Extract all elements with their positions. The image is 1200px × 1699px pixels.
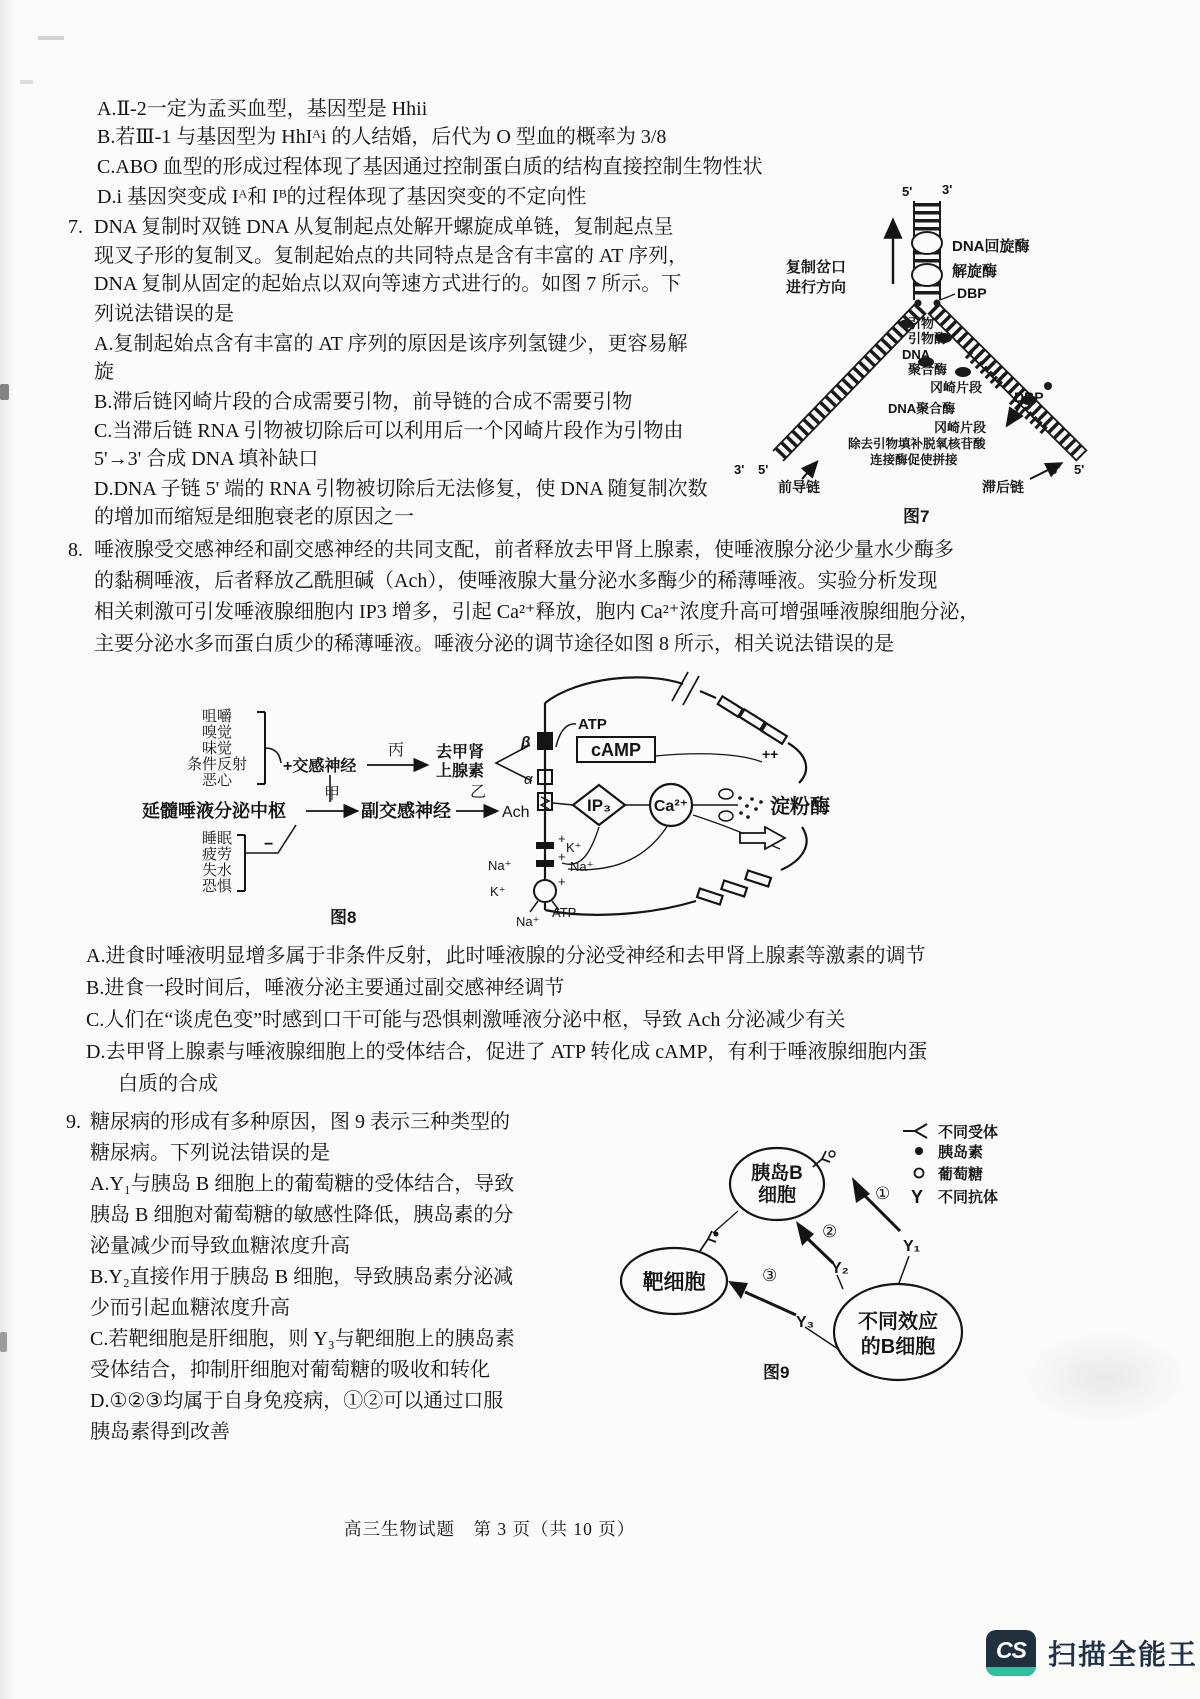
scan-edge-mark	[20, 80, 33, 84]
question-8-line: 的黏稠唾液，后者释放乙酰胆碱（Ach），使唾液腺大量分泌水多酶少的稀薄唾液。实验分析发现	[94, 570, 938, 592]
question-9-line: 胰岛 B 细胞对葡萄糖的敏感性降低，胰岛素的分	[90, 1204, 514, 1226]
strand-end-label: 3'	[1050, 462, 1061, 477]
figure-9-caption: 图9	[763, 1363, 790, 1382]
legend	[903, 1123, 998, 1207]
inhibition-sign: −	[264, 836, 274, 853]
question-7-line: DNA 复制时双链 DNA 从复制起点处解开螺旋成单链，复制起点呈	[94, 216, 674, 238]
fork-direction-label: 复制岔口	[786, 259, 847, 276]
question-7-line: 的增加而缩短是细胞衰老的原因之一	[94, 506, 414, 528]
option-line: B.进食一段时间后，唾液分泌主要通过副交感神经调节	[86, 977, 565, 999]
question-8-line: 唾液腺受交感神经和副交感神经的共同支配，前者释放去甲肾上腺素，使唾液腺分泌少量水少酶多	[94, 539, 954, 561]
question-9-line: 糖尿病的形成有多种原因，图 9 表示三种类型的	[90, 1111, 510, 1133]
beta-receptor-label: β	[521, 734, 531, 751]
fork-direction-label: 进行方向	[786, 279, 847, 296]
antibody-y3: Y₃	[796, 1314, 815, 1331]
scan-edge-mark	[0, 1332, 7, 1352]
k-label: K⁺	[490, 884, 506, 899]
figure-8-caption: 图8	[330, 908, 357, 927]
legend-label: 不同受体	[938, 1124, 999, 1141]
plus-sign: +	[558, 849, 566, 864]
neural-pathways	[142, 741, 532, 821]
question-9-line: 少而引起血糖浓度升高	[90, 1297, 290, 1319]
target-cell-label: 靶细胞	[642, 1271, 706, 1294]
question-7-line: B.滞后链冈崎片段的合成需要引物，前导链的合成不需要引物	[94, 391, 633, 413]
dna-pol-label: DNA聚合酶	[888, 401, 956, 416]
glucose-circle-icon	[915, 1169, 924, 1178]
num-2: ②	[822, 1222, 838, 1241]
question-9-line: 胰岛素得到改善	[90, 1421, 230, 1443]
question-7-line: A.复制起始点含有丰富的 AT 序列的原因是该序列氢键少，更容易解	[94, 333, 688, 355]
camscanner-logo-text: CS	[996, 1636, 1026, 1663]
question-9-line: 受体结合，抑制肝细胞对葡萄糖的吸收和转化	[90, 1359, 490, 1381]
camscanner-watermark	[986, 1630, 1198, 1676]
question-9-line: B.Y₂直接作用于胰岛 B 细胞，导致胰岛素分泌减	[90, 1266, 514, 1288]
num-3: ③	[762, 1266, 778, 1285]
noradrenaline-label: 上腺素	[436, 763, 485, 780]
amylase-label: 淀粉酶	[770, 796, 830, 818]
na-label: Na⁺	[570, 859, 594, 874]
strand-end-label: 5'	[902, 184, 913, 199]
question-7-line: 现叉子形的复制叉。复制起始点的共同特点是含有丰富的 AT 序列，	[94, 245, 689, 267]
lagging-strand-label: 滞后链	[982, 479, 1024, 495]
strand-end-label: 3'	[942, 182, 953, 197]
question-7-line: 5'→3' 合成 DNA 填补缺口	[94, 448, 319, 470]
membrane-receptors	[520, 732, 553, 810]
dbp-label: DBP	[957, 285, 987, 301]
question-9-line: C.若靶细胞是肝细胞，则 Y₃与靶细胞上的胰岛素	[90, 1328, 515, 1350]
antibody-y1: Y₁	[903, 1238, 921, 1255]
scan-edge-mark	[0, 384, 9, 400]
svg-text:睡眠: 睡眠	[201, 830, 233, 847]
primase-label: 引物酶	[908, 331, 948, 346]
diabetes-types-diagram	[600, 1115, 1160, 1370]
question-7-line: 旋	[94, 361, 114, 383]
svg-text:味觉: 味觉	[201, 740, 233, 757]
sympathetic-label: +交感神经	[283, 758, 357, 775]
second-messengers	[553, 716, 778, 826]
antibody-y-icon: Y	[911, 1187, 924, 1207]
question-9-line: A.Y₁与胰岛 B 细胞上的葡萄糖的受体结合，导致	[90, 1173, 515, 1195]
effector-b-cell-label: 不同效应	[858, 1311, 938, 1333]
dna-replication-fork-diagram	[730, 176, 1196, 510]
primer-removal-label: 除去引物填补脱氧核苷酸	[848, 437, 986, 451]
option-line: C.人们在“谈虎色变”时感到口干可能与恐惧刺激唾液分泌中枢，导致 Ach 分泌减少有关	[86, 1009, 846, 1031]
antibody-y2: Y₂	[831, 1260, 849, 1277]
ip3-label: IP₃	[587, 796, 611, 815]
islet-b-cell-label: 细胞	[757, 1185, 797, 1206]
dna-pol-label: 聚合酶	[908, 362, 948, 377]
calcium-label: Ca²⁺	[653, 798, 689, 815]
plus-sign: +	[558, 831, 566, 846]
question-7-line: DNA 复制从固定的起始点以双向等速方式进行的。如图 7 所示。下	[94, 273, 682, 295]
stimuli-bottom	[202, 830, 232, 895]
question-8-line: 主要分泌水多而蛋白质少的稀薄唾液。唾液分泌的调节途径如图 8 所示，相关说法错误的是	[94, 633, 894, 655]
svg-text:恐惧: 恐惧	[201, 878, 233, 895]
camscanner-logo-icon	[986, 1630, 1036, 1676]
scan-edge-mark	[38, 36, 64, 40]
na-label: Na⁺	[488, 858, 512, 873]
option-line: D.去甲肾上腺素与唾液腺细胞上的受体结合，促进了 ATP 转化成 cAMP，有利于唾液腺细胞内蛋	[86, 1041, 928, 1063]
acinar-cell-outline	[545, 672, 807, 915]
camscanner-brand: 扫描全能王	[1048, 1639, 1199, 1670]
strand-end-label: 5'	[758, 462, 769, 477]
svg-text:恶心: 恶心	[201, 772, 233, 789]
svg-text:条件反射: 条件反射	[186, 756, 248, 773]
helicase-label: 解旋酶	[952, 263, 998, 280]
okazaki-label: 冈崎片段	[934, 420, 987, 435]
plus-sign: +	[558, 874, 566, 889]
medulla-center-label: 延髓唾液分泌中枢	[142, 801, 286, 821]
question-7-line: C.当滞后链 RNA 引物被切除后可以利用后一个冈崎片段作为引物由	[94, 420, 684, 442]
page-footer: 高三生物试题 第 3 页（共 10 页）	[344, 1519, 636, 1539]
label-yi: 乙	[470, 784, 487, 801]
k-label: K⁺	[566, 840, 582, 855]
ligase-label: 连接酶促使拼接	[870, 453, 958, 467]
num-1: ①	[875, 1184, 891, 1203]
dna-pol-label: DNA	[902, 347, 931, 362]
legend-label: 不同抗体	[938, 1189, 999, 1206]
parent-duplex-ladder	[912, 201, 955, 307]
strand-end-label: 3'	[734, 462, 745, 477]
alpha-receptor-label: α	[524, 771, 533, 788]
parasympathetic-label: 副交感神经	[361, 801, 451, 821]
camp-label: cAMP	[590, 740, 642, 760]
option-line: A.进食时唾液明显增多属于非条件反射，此时唾液腺的分泌受神经和去甲肾上腺素等激素的调节	[86, 945, 926, 967]
question-number: 8.	[68, 539, 83, 561]
question-number: 9.	[66, 1111, 81, 1133]
option-line: A.Ⅱ-2一定为孟买血型，基因型是 Hhii	[97, 98, 428, 120]
cells	[621, 1148, 962, 1380]
okazaki-label: 冈崎片段	[930, 380, 983, 395]
effector-b-cell-label: 的B细胞	[860, 1336, 936, 1358]
question-number: 7.	[68, 216, 83, 238]
primer-label: 引物	[908, 316, 935, 331]
option-line: D.i 基因突变成 Iᴬ和 Iᴮ的过程体现了基因突变的不定向性	[97, 186, 587, 208]
svg-text:失水: 失水	[201, 862, 233, 879]
option-line: 白质的合成	[118, 1073, 218, 1095]
question-9-line: 泌量减少而导致血糖浓度升高	[90, 1235, 350, 1257]
atp-label: ATP	[578, 716, 607, 733]
dbp-label: DBP	[1014, 389, 1044, 405]
option-line: B.若Ⅲ-1 与基因型为 HhIᴬi 的人结婚，后代为 O 型血的概率为 3/8	[97, 126, 667, 148]
question-9-line: D.①②③均属于自身免疫病，①②可以通过口服	[90, 1390, 504, 1412]
atp-pump-label: ATP	[552, 905, 577, 920]
salivary-regulation-diagram	[140, 655, 840, 927]
islet-b-cell-label: 胰岛B	[751, 1163, 803, 1184]
leading-strand-label: 前导链	[778, 479, 820, 495]
question-7-line: 列说法错误的是	[94, 303, 234, 325]
insulin-dot-icon	[915, 1147, 923, 1155]
svg-text:疲劳: 疲劳	[201, 846, 233, 863]
question-7-line: D.DNA 子链 5' 端的 RNA 引物被切除后无法修复，使 DNA 随复制次数	[94, 478, 708, 500]
plus-plus-marks: ++	[762, 746, 779, 762]
label-bing: 丙	[388, 742, 405, 759]
secretion-granules	[719, 789, 830, 849]
figure-7-caption: 图7	[903, 507, 930, 526]
svg-text:咀嚼: 咀嚼	[201, 708, 233, 725]
strand-end-label: 5'	[1074, 462, 1085, 477]
label-jia: 甲	[324, 786, 341, 803]
ach-label: Ach	[502, 804, 530, 821]
legend-label: 葡萄糖	[938, 1166, 984, 1183]
noradrenaline-label: 去甲肾	[436, 744, 485, 761]
question-9-line: 糖尿病。下列说法错误的是	[90, 1142, 330, 1164]
receptor-icon	[903, 1124, 927, 1138]
option-line: C.ABO 血型的形成过程体现了基因通过控制蛋白质的结构直接控制生物性状	[97, 156, 763, 178]
gyrase-label: DNA回旋酶	[952, 238, 1030, 255]
question-8-line: 相关刺激可引发唾液腺细胞内 IP3 增多，引起 Ca²⁺释放，胞内 Ca²⁺浓度升高可增强唾液腺细胞分泌，	[94, 601, 980, 623]
svg-text:嗅觉: 嗅觉	[201, 724, 233, 741]
legend-label: 胰岛素	[938, 1144, 984, 1161]
na-label: Na⁺	[516, 914, 540, 929]
stimuli-top	[187, 708, 247, 789]
